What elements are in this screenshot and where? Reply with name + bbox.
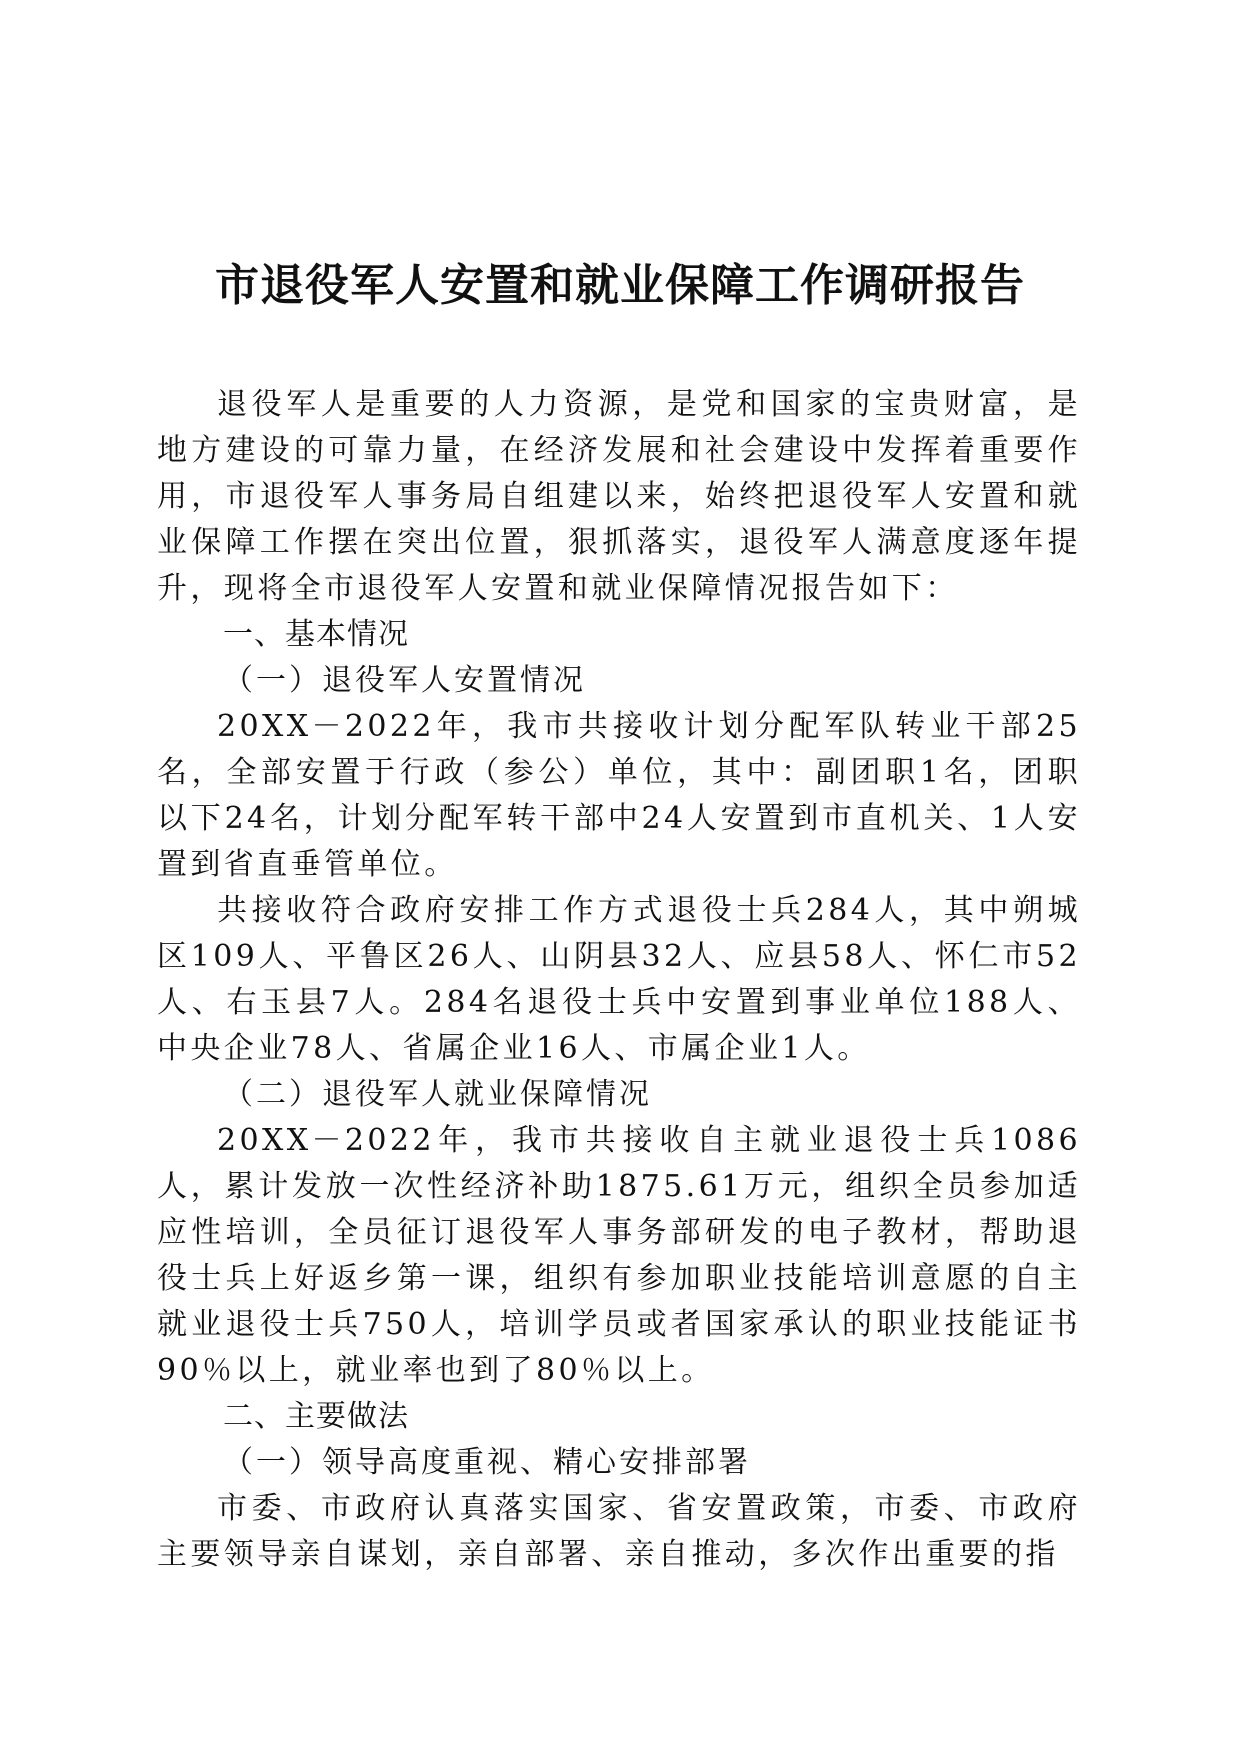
document-body: [157, 382, 1081, 1578]
intro-paragraph: 退役军人是重要的人力资源，是党和国家的宝贵财富，是地方建设的可靠力量，在经济发展和社会建设中发挥着重要作用，市退役军人事务局自组建以来，始终把退役军人安置和就业保障工作摆在突出位置，狠抓落实，退役军人满意度逐年提升，现将全市退役军人安置和就业保障情况报告如下：: [157, 387, 1081, 606]
paragraph-soldier-placement: 共接收符合政府安排工作方式退役士兵284人，其中朔城区109人、平鲁区26人、山阴县32人、应县58人、怀仁市52人、右玉县7人。284名退役士兵中安置到事业单位188人、中央企业78人、省属企业16人、市属企业1人。: [157, 893, 1081, 1066]
subsection-heading-leadership: （一）领导高度重视、精心安排部署: [223, 1445, 751, 1480]
subsection-heading-placement: （一）退役军人安置情况: [223, 663, 586, 698]
paragraph-leadership: 市委、市政府认真落实国家、省安置政策，市委、市政府主要领导亲自谋划，亲自部署、亲自推动，多次作出重要的指: [157, 1491, 1081, 1572]
document-title: 市退役军人安置和就业保障工作调研报告: [215, 260, 1025, 311]
section-heading-main-practices: 二、主要做法: [223, 1399, 409, 1434]
section-heading-basic-situation: 一、基本情况: [223, 617, 409, 652]
paragraph-cadre-placement: 20XX－2022年，我市共接收计划分配军队转业干部25名，全部安置于行政（参公）单位，其中：副团职1名，团职以下24名，计划分配军转干部中24人安置到市直机关、1人安置到省直垂管单位。: [157, 709, 1081, 882]
subsection-heading-employment: （二）退役军人就业保障情况: [223, 1077, 652, 1112]
paragraph-employment: 20XX－2022年，我市共接收自主就业退役士兵1086人，累计发放一次性经济补助1875.61万元，组织全员参加适应性培训，全员征订退役军人事务部研发的电子教材，帮助退役士兵上好返乡第一课，组织有参加职业技能培训意愿的自主就业退役士兵750人，培训学员或者国家承认的职业技能证书90％以上，就业率也到了80％以上。: [157, 1123, 1081, 1388]
